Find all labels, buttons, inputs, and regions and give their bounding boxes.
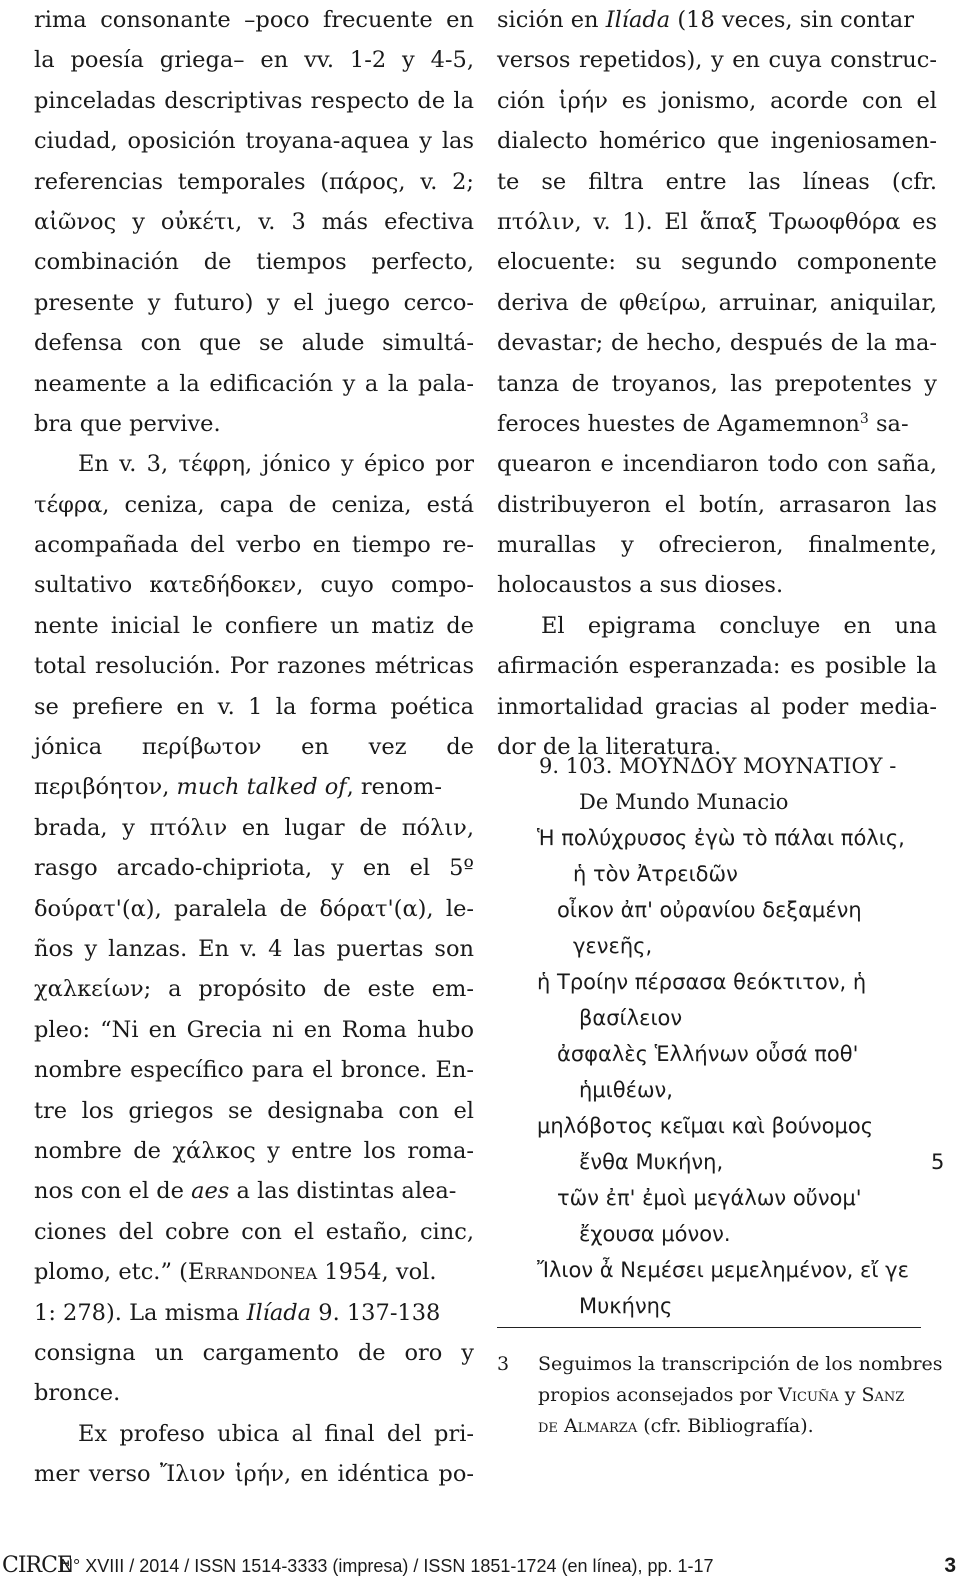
footnote-line: Seguimos la transcripción de los nombres: [538, 1353, 943, 1375]
text-line: devastar; de hecho, después de la ma-: [497, 330, 937, 357]
epigram-line: ἔνθα Μυκήνη,: [579, 1150, 724, 1174]
text-line: defensa con que se alude simultá-: [34, 330, 474, 357]
text-fragment: 1954, vol.: [324, 1259, 437, 1286]
epigram-line: Ἡ πολύχρυσος ἐγὼ τὸ πάλαι πόλις,: [537, 826, 905, 850]
text-line: jónica περίβωτον en vez de: [34, 734, 474, 761]
epigram-line: ἡ τὸν Ἀτρειδῶν: [573, 862, 738, 886]
text-line: distribuyeron el botín, arrasaron las: [497, 491, 937, 518]
author-name: Vicuña: [778, 1384, 839, 1406]
text-line: consigna un cargamento de oro y: [34, 1339, 474, 1366]
author-name: Sanz: [861, 1384, 905, 1406]
text-line: nombre de χάλκος y entre los roma-: [34, 1137, 474, 1164]
text-line: dor de la literatura.: [497, 734, 722, 761]
epigram-line: Μυκήνης: [579, 1294, 673, 1318]
page-footer: [0, 1548, 960, 1584]
epigram-line: ἀσφαλὲς Ἑλλήνων οὖσά ποθ': [557, 1042, 859, 1066]
text-fragment: 1: 278). La misma: [34, 1299, 240, 1326]
text-line: El epigrama concluye en una: [541, 612, 937, 639]
text-fragment: 9. 137-138: [318, 1299, 441, 1326]
text-line: ciones del cobre con el estaño, cinc,: [34, 1218, 474, 1245]
text-line: rima consonante –poco frecuente en: [34, 7, 474, 33]
footnote-line: [538, 1380, 948, 1411]
text-fragment: feroces huestes de Agamemnon: [497, 410, 860, 437]
text-line: mer verso Ἴλιον ἱρήν, en idéntica po-: [34, 1461, 474, 1488]
italic-phrase: much talked of: [176, 774, 347, 801]
epigram-line: ἡ Τροίην πέρσασα θεόκτιτον, ἡ: [537, 970, 867, 994]
italic-title: Ilíada: [246, 1299, 312, 1326]
italic-title: Ilíada: [605, 7, 671, 33]
text-line: pinceladas descriptivas respecto de la: [34, 87, 474, 114]
text-line: pleo: “Ni en Grecia ni en Roma hubo: [34, 1016, 474, 1043]
epigram-line: βασίλειον: [579, 1006, 683, 1030]
text-line: bronce.: [34, 1380, 121, 1407]
text-line: Ex profeso ubica al final del pri-: [78, 1420, 474, 1447]
text-line: [34, 1293, 474, 1333]
journal-info: N° XVIII / 2014 / ISSN 1514-3333 (impresa) / ISSN 1851-1724 (en línea), pp. 1-17: [60, 1556, 714, 1576]
text-fragment: a las distintas alea-: [236, 1178, 457, 1205]
epigram-line: ἡμιθέων,: [579, 1078, 673, 1102]
text-line: bra que pervive.: [34, 410, 221, 437]
text-fragment: (18 veces, sin contar: [677, 7, 914, 33]
text-line: dialecto homérico que ingeniosamen-: [497, 128, 937, 155]
text-line: acompañada del verbo en tiempo re-: [34, 532, 474, 559]
epigram-line: μηλόβοτος κεῖμαι καὶ βούνομος: [537, 1114, 874, 1138]
text-line: χαλκείων; a propósito de este em-: [34, 976, 474, 1003]
footnote-line: [538, 1411, 948, 1442]
text-line: neamente a la edificación y a la pala-: [34, 370, 474, 397]
footnote-number: 3: [497, 1353, 510, 1375]
footnote-ref: 3: [859, 410, 869, 427]
text-line: tanza de troyanos, las prepotentes y: [497, 370, 937, 397]
text-line: [497, 0, 937, 40]
text-line: ción ἱρήν es jonismo, acorde con el: [497, 87, 937, 114]
text-line: [497, 404, 937, 444]
text-line: inmortalidad gracias al poder media-: [497, 693, 937, 720]
text-line: holocaustos a sus dioses.: [497, 572, 784, 599]
text-line: brada, y πτόλιν en lugar de πόλιν,: [34, 814, 474, 841]
text-line: ños y lanzas. En v. 4 las puertas son: [34, 935, 474, 962]
text-line: tre los griegos se designaba con el: [34, 1097, 474, 1124]
journal-logo: CIRCE: [2, 1553, 72, 1578]
right-column: [497, 0, 937, 767]
text-line: referencias temporales (πάρος, v. 2;: [34, 168, 474, 195]
text-fragment: nos con el de: [34, 1178, 184, 1205]
text-line: total resolución. Por razones métricas: [34, 653, 474, 680]
footnote-text: [538, 1349, 948, 1442]
text-line: En v. 3, τέφρη, jónico y épico por: [78, 451, 474, 478]
epigram-line: οἶκον ἀπ' οὐρανίου δεξαμένη: [557, 898, 862, 922]
text-line: ciudad, oposición troyana-aquea y las: [34, 128, 474, 155]
epigram-line-numbered: [497, 1144, 957, 1180]
text-line: nente inicial le confiere un matiz de: [34, 612, 474, 639]
epigram-line: γενεῆς,: [573, 934, 653, 958]
text-fragment: sa-: [876, 410, 909, 437]
text-fragment: , renom-: [346, 774, 442, 801]
italic-word: aes: [191, 1178, 230, 1205]
epigram-line: ἔχουσα μόνον.: [579, 1222, 731, 1246]
epigram-line: τῶν ἐπ' ἐμοὶ μεγάλων οὔνομ': [557, 1186, 862, 1210]
text-line: [34, 1171, 474, 1211]
text-line: quearon e incendiaron todo con saña,: [497, 451, 937, 478]
text-line: sultativo κατεδήδοκεν, cuyo compo-: [34, 572, 474, 599]
text-line: deriva de φθείρω, arruinar, aniquilar,: [497, 289, 937, 316]
text-line: presente y futuro) y el juego cerco-: [34, 289, 474, 316]
text-line: rasgo arcado-chipriota, y en el 5º: [34, 855, 474, 882]
epigram-heading: 9. 103. ΜΟΥΝΔΟΥ ΜΟΥΝΑΤΙΟΥ -: [539, 754, 897, 778]
text-line: elocuente: su segundo componente: [497, 249, 937, 276]
text-fragment: y: [844, 1384, 856, 1406]
text-line: [34, 767, 474, 807]
left-column: [34, 0, 474, 1494]
text-line: la poesía griega– en vv. 1-2 y 4-5,: [34, 47, 474, 74]
page-number: 3: [944, 1554, 956, 1577]
footnote-separator: [497, 1327, 921, 1328]
text-fragment: (cfr. Bibliografía).: [643, 1415, 814, 1437]
text-line: δούρατ'(α), paralela de δόρατ'(α), le-: [34, 895, 474, 922]
text-line: versos repetidos), y en cuya construc-: [497, 47, 937, 74]
epigram: [497, 748, 957, 1324]
text-fragment: plomo, etc.” (: [34, 1259, 188, 1286]
text-line: nombre específico para el bronce. En-: [34, 1057, 474, 1084]
text-line: πτόλιν, v. 1). El ἅπαξ Τρωοφθόρα es: [497, 208, 937, 235]
text-line: te se filtra entre las líneas (cfr.: [497, 168, 937, 195]
author-name: Errandonea: [187, 1259, 318, 1286]
author-name: de Almarza: [538, 1415, 638, 1437]
text-line: [34, 1252, 474, 1292]
text-line: αἰῶνος y οὐκέτι, v. 3 más efectiva: [34, 208, 474, 235]
text-line: combinación de tiempos perfecto,: [34, 249, 474, 276]
greek-word: περιβόητον,: [34, 774, 170, 801]
text-line: τέφρα, ceniza, capa de ceniza, está: [34, 491, 474, 518]
text-line: afirmación esperanzada: es posible la: [497, 653, 937, 680]
text-line: murallas y ofrecieron, finalmente,: [497, 532, 937, 559]
text-fragment: propios aconsejados por: [538, 1384, 773, 1406]
line-number: 5: [931, 1150, 945, 1174]
text-line: se prefiere en v. 1 la forma poética: [34, 693, 474, 720]
epigram-line: Ἴλιον ἆ Νεμέσει μεμελημένον, εἴ γε: [537, 1258, 909, 1282]
epigram-subheading: De Mundo Munacio: [579, 790, 789, 814]
text-fragment: sición en: [497, 7, 599, 33]
